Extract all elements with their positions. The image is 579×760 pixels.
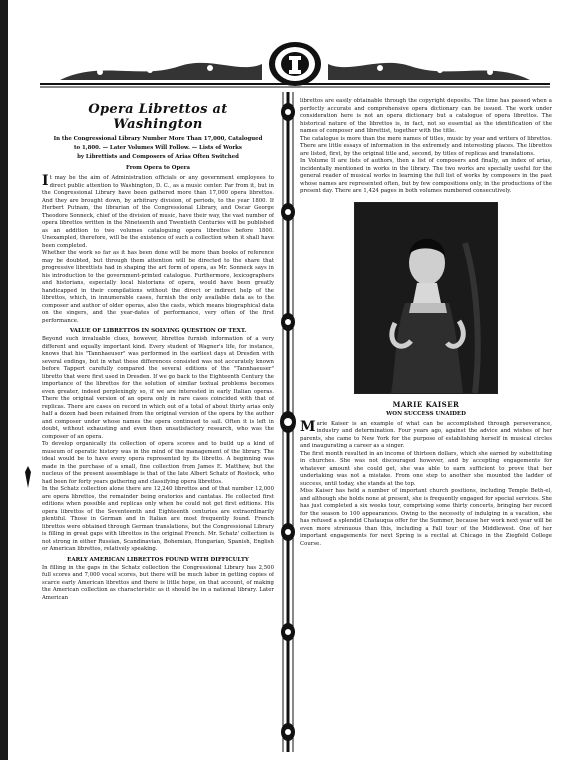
deck-line-3: by Librettists and Composers of Arias Often Switched [77,154,239,160]
photo-subcaption: WON SUCCESS UNAIDED [386,410,466,417]
section-heading: EARLY AMERICAN LIBRETTOS FOUND WITH DIFFICULTY [67,556,249,563]
left-column [42,100,274,750]
paragraph: Miss Kaiser has held a number of important church positions, including Temple Beth-el, and although she holds none at present, she is frequently engaged for special services. She has just completed a six weeks tour, comprising some thirty concerts, bringing her record for the season to 100 appearances. Owing to the necessity of indulging in a vacation, she has refused a splendid Chatauqua offer for the Summer, because her work next year will be even more strenuous than this, including a Fall tour of the Middlewest. One of her important engagements for next Spring is a recital at Chicago in the Ziegfeld College Course. [300,488,552,547]
deck-line-1: In the Congressional Library Number More Than 17,000, Catalogued [53,136,263,142]
margin-pin-mark [24,466,32,488]
paragraph: The first month resulted in an income of thirteen dollars, which she earned by substituting in churches. She was not discouraged however, and by accepting engagements for whatever amount she could get, she was able to earn sufficient to prove that her undertaking was not a mistake. From one step to another she mounted the ladder of success, until today, she stands at the top. [300,450,552,487]
header-ornament [40,40,550,92]
paragraph: In filling in the gaps in the Schatz collection the Congressional Library has 2,500 full scores and 7,000 vocal scores, but there will be much labor in getting copies of scarce early American librettos and there is little hope, on that account, of making the American collection as characteristic as it should be in a national library. Later American [42,564,274,601]
photo-caption: MARIE KAISER [392,399,460,409]
paragraph: Beyond such invaluable clues, however, librettos furnish information of a very different and equally important kind. Every student of Wagner's life, for instance, knows that his "Tannhaeuser" was performed in the earliest days at Dresden with several endings, but in what these differences consisted was not accurately known before Tappert carefully compared the several editions of the "Tannhaeuser" libretto that were first used in Dresden. If we go back to the Eighteenth Century the importance of the librettos for the solution of similar textual problems becomes even greater, indeed perplexingly so, if we are interested in early Italian operas. There the original version of an opera only in rare cases coincided with that of replicas. There are cases on record in which out of a total of about thirty arias only half a dozen had been retained from the original version of the opera by the author and composer under whose names the opera continued to sail. Often it is left in doubt, without exhausting and even then unsatisfactory research, who was the composer of an opera. [42,336,274,440]
portrait-illustration [355,203,497,393]
portrait-photo [354,202,498,394]
article-title: Opera Librettos at Washington [88,102,228,132]
paragraph: In Volume II are lists of authors, then a list of composers and finally, an index of arias, incidentally mentioned in works in the library. The two works are specially useful for the general reader of musical works in learning the full list of works by composers in the past whose names are represented often, but by few compositions only, in the productions of the present day. There are 1,424 pages in both volumes numbered consecutively. [300,158,552,194]
right-column [300,98,552,750]
paragraph: It may be the aim of Administration officials or any government employees to direct public attention to Washington, D. C., as a music center. Far from it, but in the Congressional Library have been gathered more than 17,000 opera librettos. And they are brought down, by arbitrary division, of periods, to the year 1800. If Herbert Putnam, the librarian of the Congressional Library, and Oscar George Theodore Sonneck, chief of the division of music, have their way, the vast number of opera librettos written in the Nineteenth and Twentieth Centuries will be published as an addition to two volumes cataloguing opera librettos before 1800. Unexampled, therefore, will be the existence of such a collection when it shall have been completed. [42,173,274,249]
page-edge [0,0,8,760]
section-heading: VALUE OF LIBRETTOS IN SOLVING QUESTION OF TEXT. [69,328,247,334]
column-divider-ornament [278,92,298,752]
paragraph: Marie Kaiser is an example of what can be accomplished through perseverance, industry and determination. Four years ago, against the advice and wishes of her parents, she came to New York for the purpose of establishing herself in musical circles and inaugurating a career as a singer. [300,418,552,449]
paragraph: The catalogue is more than the mere names of titles, music by year and writers of librettos. There are little essays of information in the extremely and interesting places. The librettos are listed, first, by the original title and, second, by titles of replicas and translations. [300,135,552,157]
article-deck [42,135,274,162]
deck-line-2: to 1,800. — Later Volumes Will Follow. — Lists of Works [74,145,242,151]
paragraph: Whether the work so far as it has been done will be more than books of reference may be doubted, but through them attention will be directed to the share that progressive librettists had in shaping the art form of opera, as Mr. Sonneck says in his introduction to the government-printed catalogue. Furthermore, lexicographers and historians, especially local historians of opera, would have been greatly handicapped in their compilations without the direct or indirect help of the librettos, which, in innumerable cases, furnish the only available data as to the composer and author of older operas, also the casts, which means biographical data on the singers, and the year-dates of performance, very often of the first performance. [42,250,274,324]
paragraph: In the Schatz collection alone there are 12,240 librettos and of that number 12,000 are opera librettos, the remainder being oratorios and cantatas. He collected first editions when possible and replicas only when he could not get first editions. His opera librettos of the Seventeenth and Eighteenth centuries are extraordinarily plentiful. Those in German and in Italian are most frequently found. French librettos were obtained through German translations, but the Congressional Library is filling in great gaps with librettos in the original French. Mr. Schatz' collection is not strong in either Russian, Scandinavian, Bohemian, Hungarian, Spanish, English or American librettos, relatively speaking. [42,486,274,552]
article-subhead: From Opera to Opera [125,165,191,171]
paragraph: librettos are easily obtainable through the copyright deposits. The time has passed when a perfectly accurate and comprehensive opera dictionary can be issued. The work under consideration here is not an opera dictionary but a catalogue of opera librettos. The historical nature of the librettos is, in fact, not so essential as the identification of the names of composer and librettist, together with the title. [300,98,552,134]
paragraph: To develop organically its collection of opera scores and to build up a kind of museum of operatic history was in the mind of the management of the library. The ideal would be to have every opera represented by its libretto. A beginning was made in the purchase of a small, fine collection from James E. Matthew, but the nucleus of the present assemblage is that of the late Albert Schatz of Rostock, who had been for forty years gathering and classifying opera librettos. [42,441,274,485]
